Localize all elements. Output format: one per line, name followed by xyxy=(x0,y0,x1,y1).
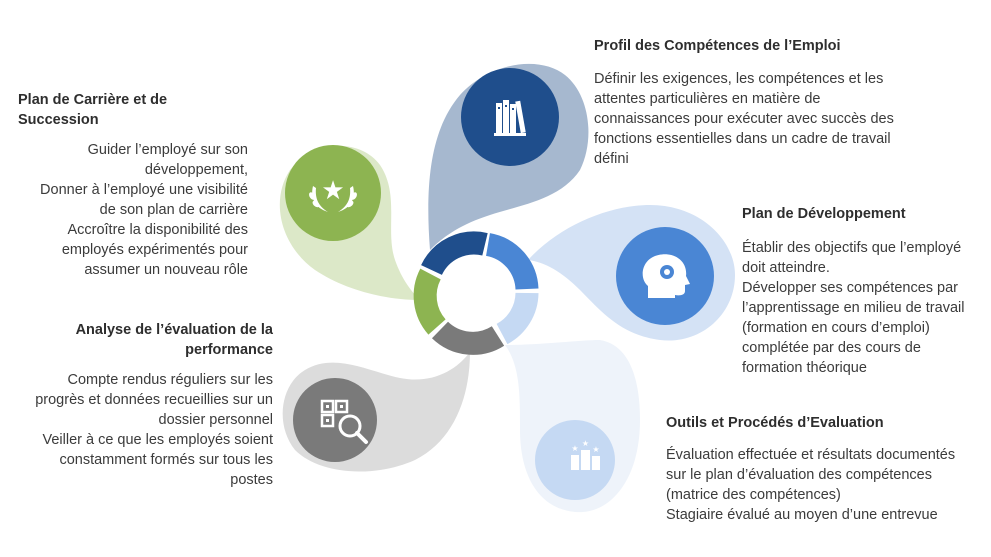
section-title: Profil des Compétences de l’Emploi xyxy=(594,38,841,54)
section-body xyxy=(8,140,250,280)
body-line: attentes particulières en matière de xyxy=(594,91,821,107)
section-outils xyxy=(666,413,986,525)
body-line: Développer ses compétences par xyxy=(742,280,959,296)
body-line: postes xyxy=(230,472,273,488)
drop-analyse xyxy=(283,352,470,471)
body-line: Évaluation effectuée et résultats documentés xyxy=(666,447,956,463)
body-line: formation théorique xyxy=(742,360,867,376)
body-line: développement, xyxy=(144,162,248,178)
section-analyse xyxy=(8,320,273,490)
body-line: défini xyxy=(594,151,629,167)
body-line: doit atteindre. xyxy=(742,260,830,276)
section-title: Plan de Développement xyxy=(742,206,906,222)
title-line: performance xyxy=(185,342,273,358)
body-line: Définir les exigences, les compétences et les xyxy=(594,71,884,87)
body-line: Établir des objectifs que l’employé xyxy=(742,240,962,256)
section-profil xyxy=(594,36,924,169)
body-line: Compte rendus réguliers sur les xyxy=(67,372,273,388)
body-line: fonctions essentielles dans un cadre de travail xyxy=(594,131,891,147)
body-line: l’apprentissage en milieu de travail xyxy=(742,300,965,316)
body-line: (formation en cours d’emploi) xyxy=(742,320,930,336)
ring-segment-gray xyxy=(440,330,498,343)
svg-text:★: ★ xyxy=(321,176,345,206)
title-line: Analyse de l’évaluation de la xyxy=(75,322,273,338)
body-line: constamment formés sur tous les xyxy=(59,452,273,468)
body-line: complétée par des cours de xyxy=(742,340,921,356)
svg-text:★: ★ xyxy=(571,444,579,453)
body-line: connaissances pour exécuter avec succès des xyxy=(594,111,894,127)
section-body xyxy=(742,238,987,378)
section-body xyxy=(8,370,273,490)
section-body xyxy=(594,69,924,169)
section-carriere xyxy=(8,90,250,280)
section-title: Outils et Procédés d’Evaluation xyxy=(666,415,884,431)
body-line: Veiller à ce que les employés soient xyxy=(42,432,273,448)
ring-segment-blue xyxy=(488,245,527,290)
section-title xyxy=(8,320,273,360)
body-line: Donner à l’employé une visibilité xyxy=(40,182,248,198)
ring-segment-dark-blue xyxy=(432,243,486,270)
body-line: Guider l’employé sur son xyxy=(87,142,248,158)
body-line: dossier personnel xyxy=(158,412,273,428)
body-line: sur le plan d’évaluation des compétences xyxy=(666,467,932,483)
body-line: employés expérimentés pour xyxy=(61,242,248,258)
body-line: assumer un nouveau rôle xyxy=(84,262,248,278)
body-line: Accroître la disponibilité des xyxy=(67,222,248,238)
section-title: Plan de Carrière et de Succession xyxy=(18,92,168,128)
ring-segment-pale-blue xyxy=(502,293,527,334)
body-line: progrès et données recueillies sur un xyxy=(35,392,273,408)
center-ring xyxy=(425,243,527,343)
body-line: (matrice des compétences) xyxy=(666,487,841,503)
section-developpement xyxy=(742,204,987,378)
svg-text:★: ★ xyxy=(592,445,600,454)
drop-outils xyxy=(505,340,640,512)
body-line: de son plan de carrière xyxy=(99,202,248,218)
drop-developpement xyxy=(528,205,735,341)
drop-profil xyxy=(428,64,588,250)
ring-segment-green xyxy=(425,274,437,327)
drop-carriere xyxy=(280,145,420,300)
section-body xyxy=(666,445,986,525)
body-line: Stagiaire évalué au moyen d’une entrevue xyxy=(666,507,938,523)
svg-text:★: ★ xyxy=(581,439,590,448)
